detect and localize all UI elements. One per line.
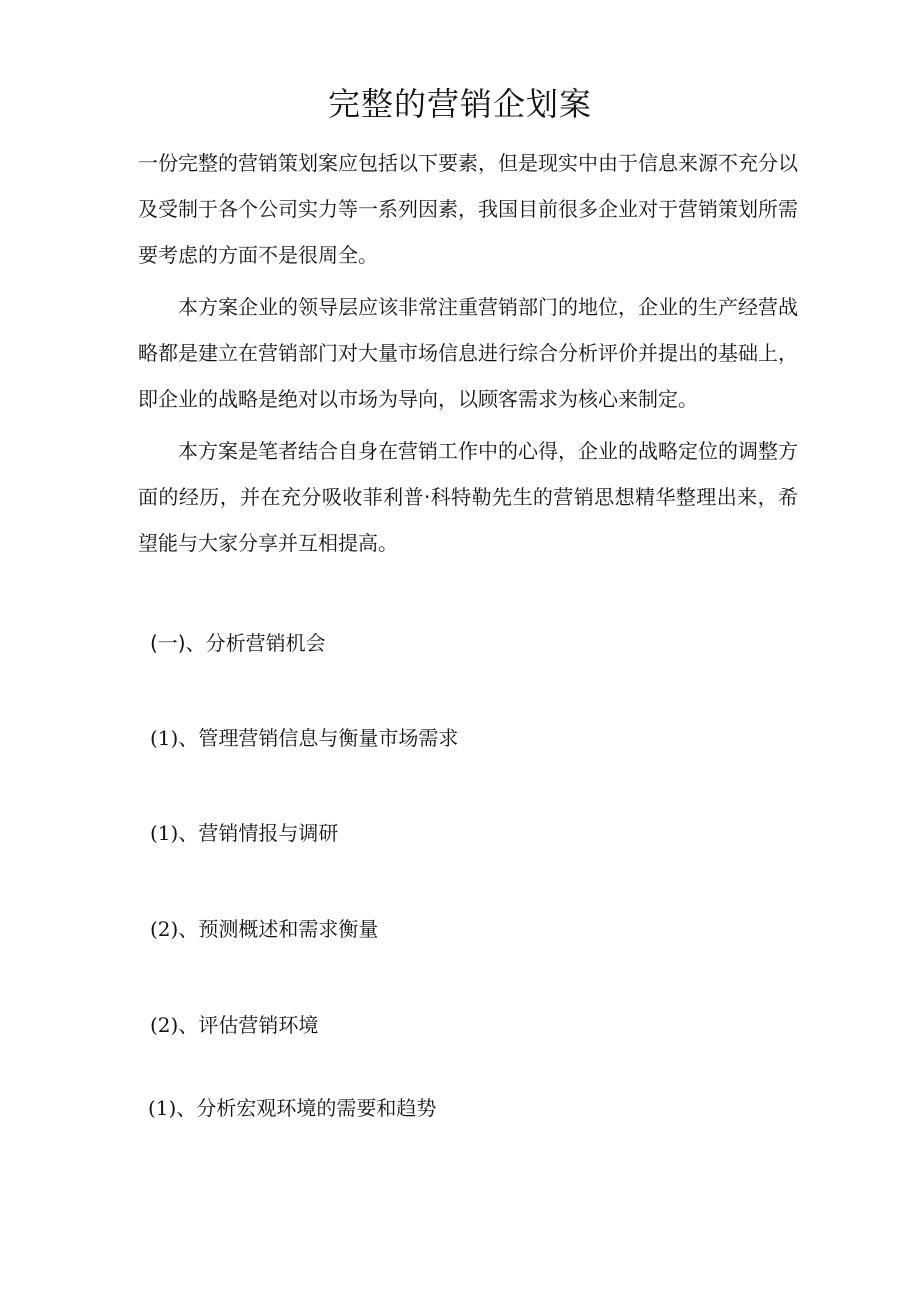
- heading-number: (2): [150, 1013, 179, 1037]
- heading-text: 、预测概述和需求衡量: [178, 917, 379, 941]
- subsection-heading-marketing-info: [150, 723, 458, 753]
- subsection-heading-evaluate-environment: [150, 1010, 318, 1040]
- body-paragraph-author: 本方案是笔者结合自身在营销工作中的心得，企业的战略定位的调整方面的经历，并在充分吸收菲利普·科特勒先生的营销思想精华整理出来，希望能与大家分享并互相提高。: [138, 439, 798, 555]
- subsection-heading-macro-environment: [148, 1093, 436, 1123]
- body-paragraph-leadership: 本方案企业的领导层应该非常注重营销部门的地位，企业的生产经营战略都是建立在营销部门对大量市场信息进行综合分析评价并提出的基础上，即企业的战略是绝对以市场为导向，以顾客需求为核心来制定。: [138, 295, 798, 411]
- section-heading-analyze-opportunities: [150, 628, 326, 658]
- heading-number: (2): [150, 917, 179, 941]
- subsection-heading-forecast-demand: [150, 914, 378, 944]
- heading-number: (一): [150, 631, 186, 655]
- intro-paragraph: 一份完整的营销策划案应包括以下要素，但是现实中由于信息来源不充分以及受制于各个公司实力等一系列因素，我国目前很多企业对于营销策划所需要考虑的方面不是很周全。: [138, 151, 798, 267]
- heading-number: (1): [148, 1096, 177, 1120]
- heading-text: 、分析宏观环境的需要和趋势: [176, 1096, 437, 1120]
- heading-text: 、分析营销机会: [185, 631, 326, 655]
- heading-text: 、营销情报与调研: [178, 821, 339, 845]
- heading-text: 、管理营销信息与衡量市场需求: [178, 726, 459, 750]
- heading-number: (1): [150, 726, 179, 750]
- subsection-heading-intelligence-research: [150, 818, 338, 848]
- heading-text: 、评估营销环境: [178, 1013, 319, 1037]
- document-title: 完整的营销企划案: [327, 85, 592, 123]
- heading-number: (1): [150, 821, 179, 845]
